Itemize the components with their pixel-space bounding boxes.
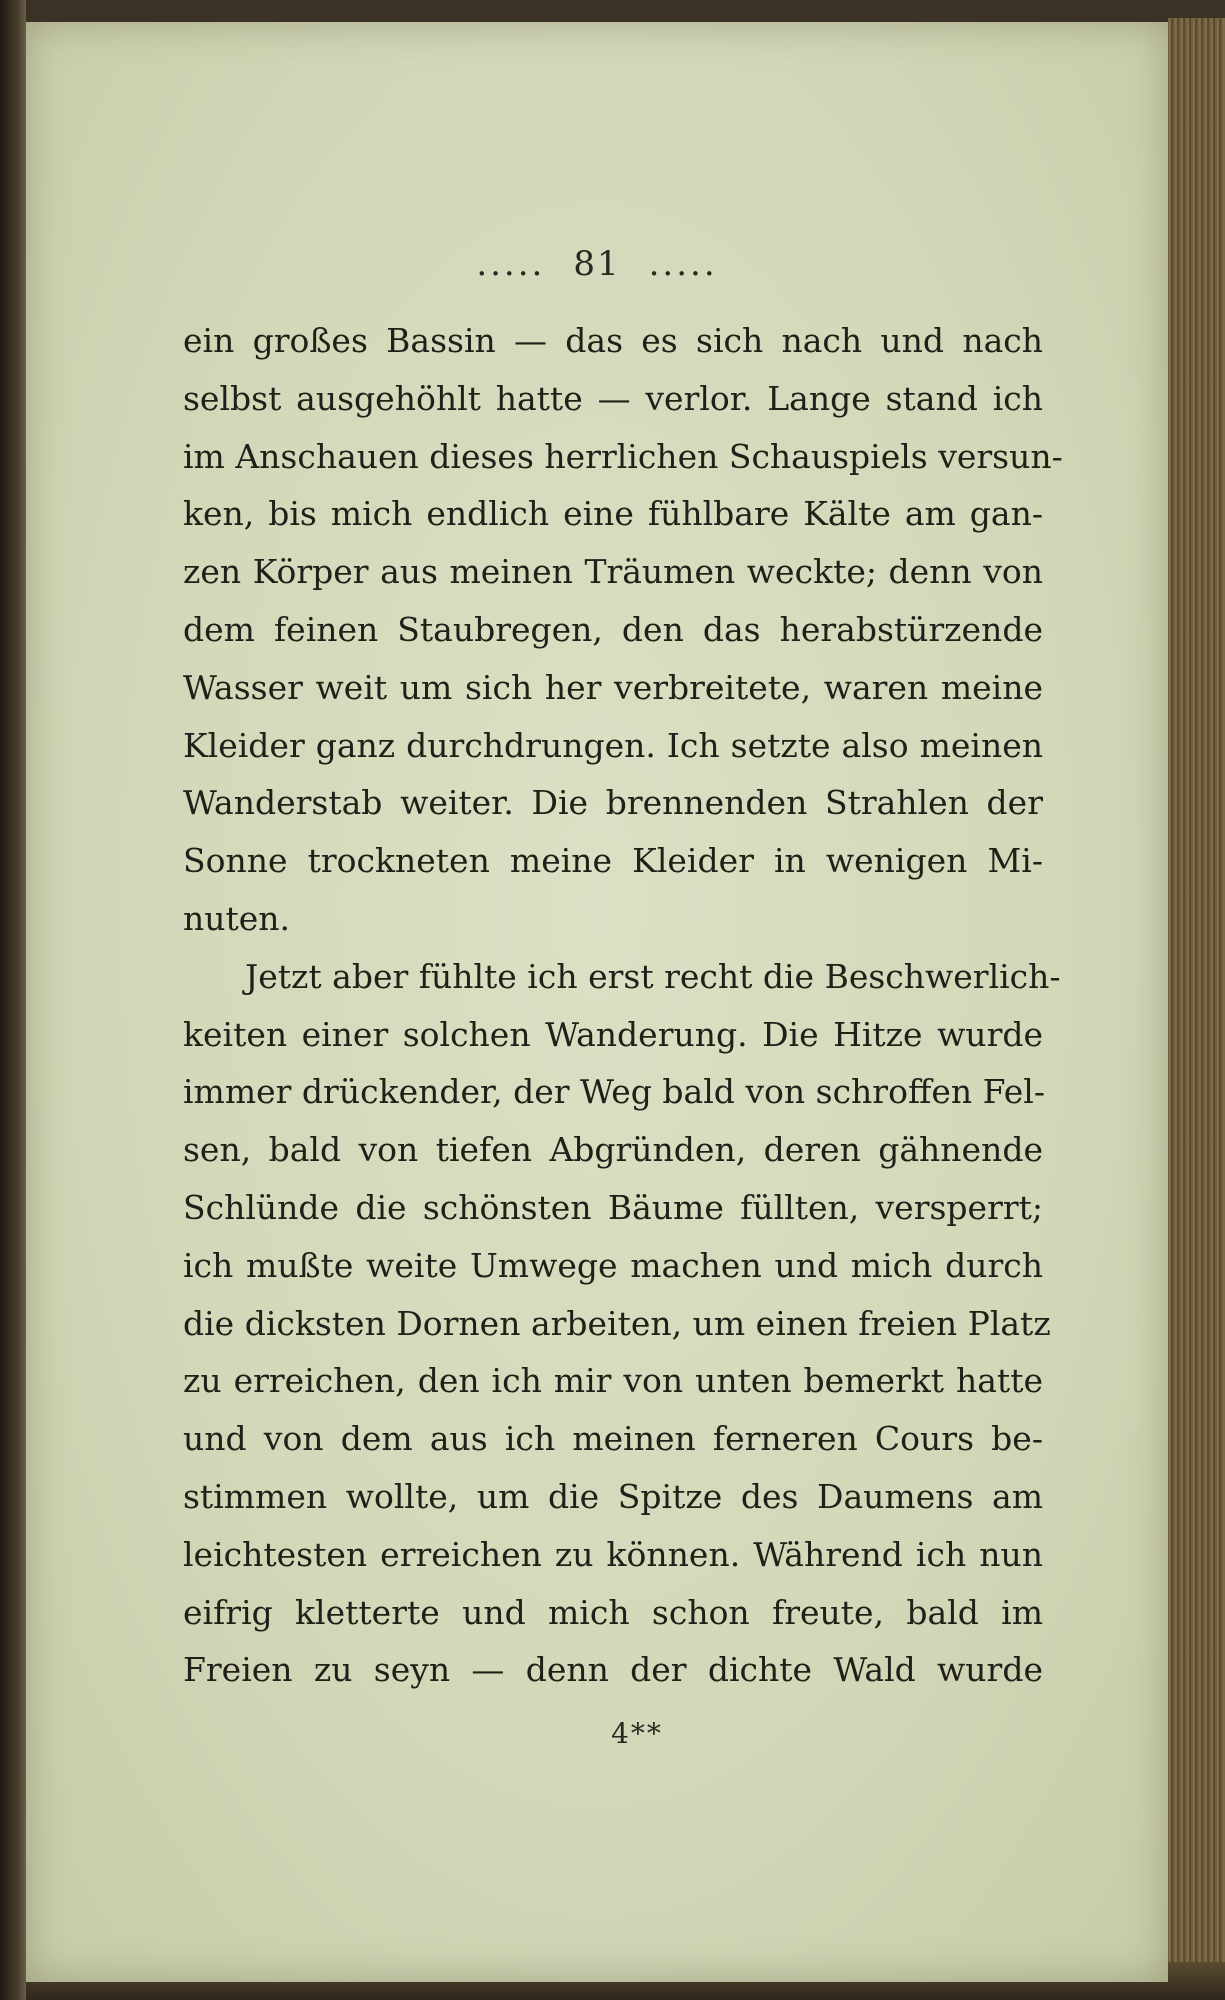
text-line-21: stimmen wollte, um die Spitze des Daumens am [183,1476,1043,1516]
text-line-20: und von dem aus ich meinen ferneren Cours be- [183,1419,1043,1459]
text-line-2: selbst ausgehöhlt hatte — verlor. Lange stand ich [183,378,1043,418]
text-line-4: ken, bis mich endlich eine fühlbare Kälte am gan- [183,494,1043,534]
text-line-8: Kleider ganz durchdrungen. Ich setzte also meinen [183,725,1043,765]
text-line-6: dem feinen Staubregen, den das herabstürzende [183,609,1043,649]
text-line-15: sen, bald von tiefen Abgründen, deren gähnende [183,1130,1043,1170]
text-line-18: die dicksten Dornen arbeiten, um einen freien Platz [183,1303,1051,1343]
book-binding-shadow [0,0,26,2000]
text-line-24: Freien zu seyn — denn der dichte Wald wurde [183,1650,1043,1690]
text-line-1: ein großes Bassin — das es sich nach und nach [183,321,1043,360]
text-line-22: leichtesten erreichen zu können. Während ich nun [183,1534,1043,1574]
text-line-13: keiten einer solchen Wanderung. Die Hitze wurde [183,1014,1043,1054]
page-header [26,244,1168,284]
text-line-19: zu erreichen, den ich mir von unten bemerkt hatte [183,1361,1043,1401]
book-page [26,22,1168,1982]
text-line-14: immer drückender, der Weg bald von schroffen Fel- [183,1072,1045,1112]
text-line-23: eifrig kletterte und mich schon freute, bald im [183,1592,1043,1632]
text-line-11: nuten. [183,898,291,938]
page-number: 81 [573,244,621,284]
text-line-9: Wanderstab weiter. Die brennenden Strahlen der [183,783,1043,823]
text-line-12: Jetzt aber fühlte ich erst recht die Beschwerlich- [245,956,1061,996]
text-line-17: ich mußte weite Umwege machen und mich durch [183,1245,1043,1285]
page-edges [1168,18,1225,1968]
text-line-3: im Anschauen dieses herrlichen Schauspiels versun- [183,436,1063,476]
body-text [183,312,1063,1699]
text-line-10: Sonne trockneten meine Kleider in wenigen Mi- [183,841,1043,881]
text-line-7: Wasser weit um sich her verbreitete, waren meine [183,667,1043,707]
text-line-16: Schlünde die schönsten Bäume füllten, versperrt; [183,1187,1043,1227]
header-dots-left: ..... [476,244,546,284]
text-line-5: zen Körper aus meinen Träumen weckte; denn von [183,552,1043,592]
signature-mark: 4** [611,1717,663,1750]
header-dots-right: ..... [648,244,718,284]
